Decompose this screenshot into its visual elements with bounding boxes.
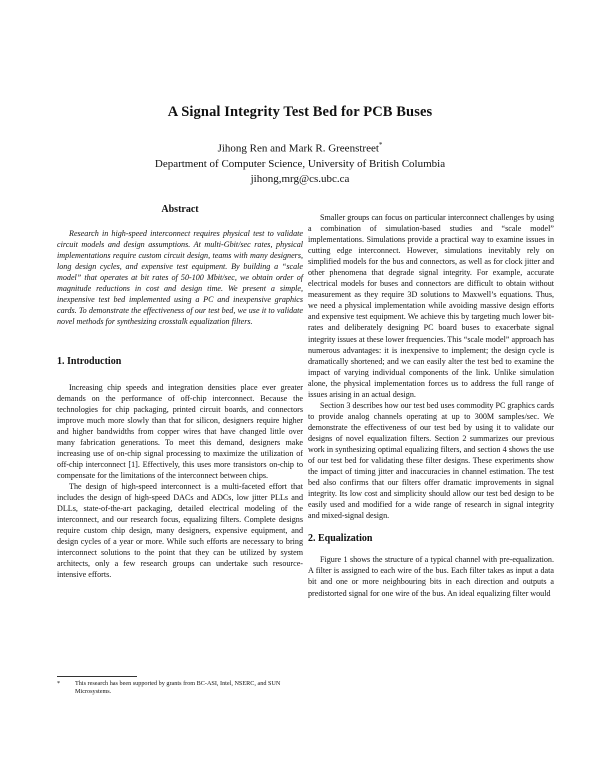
intro-paragraph-3: Smaller groups can focus on particular interconnect challenges by using a combination of simulation-based studies and “scale model” implementations. Simulations provide a practical way to examine issues in cutting edge interconnect. However, simulations inevitably rely on simplified models for the bus and connectors, as well as for clock jitter and other phenomena that degrade signal integrity. For example, accurate electrical models for buses and connectors are difficult to obtain without measurement as they require 3D solutions to Maxwell’s equations. Thus, we need a physical implementation while avoiding massive design efforts and expensive test equipment. We achieve this by targeting much lower bit-rates and deliberately designing PC board buses to exacerbate signal integrity issues at these lower frequencies. This “scale model” approach has numerous advantages: it is inexpensive to implement; the design cycle is dramatically shortened; and we can easily alter the test bed to examine the impact of varying individual components of the link. Unlike simulation alone, the physical implementation forces us to address the full range of issues arising in an actual design.: [308, 213, 554, 399]
author-block: [0, 138, 600, 187]
abstract-text: Research in high-speed interconnect requires physical test to validate circuit models and design assumptions. At multi-Gbit/sec rates, physical implementations require custom circuit design, teams with many designers, long design cycles, and expensive test equipment. By building a “scale model” that operates at bit rates of 50-100 Mbit/sec, we obtain order of magnitude reductions in cost and design time. We present a simple, inexpensive test bed implemented using a PC and inexpensive graphics cards. To demonstrate the effectiveness of our test bed, we use it to validate novel methods for synthesizing crosstalk equalization filters.: [57, 229, 303, 327]
footnote: [57, 680, 303, 697]
email: jihong,mrg@cs.ubc.ca: [250, 172, 350, 185]
left-column: [57, 204, 303, 580]
author-line: [0, 138, 600, 157]
section-heading-introduction: 1. Introduction: [57, 356, 122, 368]
affiliation: Department of Computer Science, University of British Columbia: [154, 157, 446, 170]
right-column: [308, 212, 554, 599]
author-names: Jihong Ren and Mark R. Greenstreet: [217, 142, 379, 155]
section-heading-equalization: 2. Equalization: [308, 533, 373, 545]
abstract-heading: Abstract: [161, 204, 199, 215]
intro-paragraph-4: Section 3 describes how our test bed uses commodity PC graphics cards to provide analog channels operating at up to 300M samples/sec. We demonstrate the effectiveness of our test bed by using it to validate our designs of novel equalization filters. Section 2 summarizes our previous work in synthesizing optimal equalizing filters, and section 4 shows the use of our test bed for validating these filter designs. These experiments show the impact of timing jitter and inaccuracies in channel estimation. The test bed also confirms that our filters offer dramatic improvements in signal integrity. Its low cost and simplicity should allow our test bed design to be easily used and modified for a wide range of research in signal integrity and mixed-signal design.: [308, 400, 554, 521]
footnote-text: This research has been supported by grants from BC-ASI, Intel, NSERC, and SUN Microsystems.: [75, 680, 281, 696]
equalization-paragraph-1: Figure 1 shows the structure of a typical channel with pre-equalization. A filter is assigned to each wire of the bus. Each filter takes as input a data bit and one or more neighbouring bits in each direction and outputs a predistorted signal for one wire of the bus. An ideal equalizing filter would: [308, 555, 554, 598]
author-footnote-mark: *: [378, 141, 383, 149]
intro-paragraph-1: Increasing chip speeds and integration densities place ever greater demands on the performance of off-chip interconnect. Because the technologies for chip packaging, printed circuit boards, and connectors improve much more slowly than that for silicon, designers require higher and higher bandwidths from copper wires that have changed little over many fabrication generations. To meet this demand, designers make increasing use of on-chip signal processing to maximize the utilization of off-chip interconnect [1]. Effectively, this uses more transistors on-chip to compensate for the limitations of the interconnect between chips.: [57, 382, 303, 480]
footnote-divider: [57, 676, 137, 677]
intro-paragraph-2: The design of high-speed interconnect is a multi-faceted effort that includes the design of high-speed DACs and ADCs, low jitter PLLs and DLLs, state-of-the-art packaging, detailed electrical modeling of the interconnect, and our research focus, equalizing filters. Complete designs require custom chip design, many designers, expensive equipment, and design cycles of a year or more. While such efforts are necessary to bring interconnect solutions to the point that they can be utilized by system architects, only a few research groups can undertake such resource-intensive efforts.: [57, 481, 303, 580]
paper-title: A Signal Integrity Test Bed for PCB Buses: [167, 104, 433, 120]
footnote-mark: *: [57, 680, 61, 687]
